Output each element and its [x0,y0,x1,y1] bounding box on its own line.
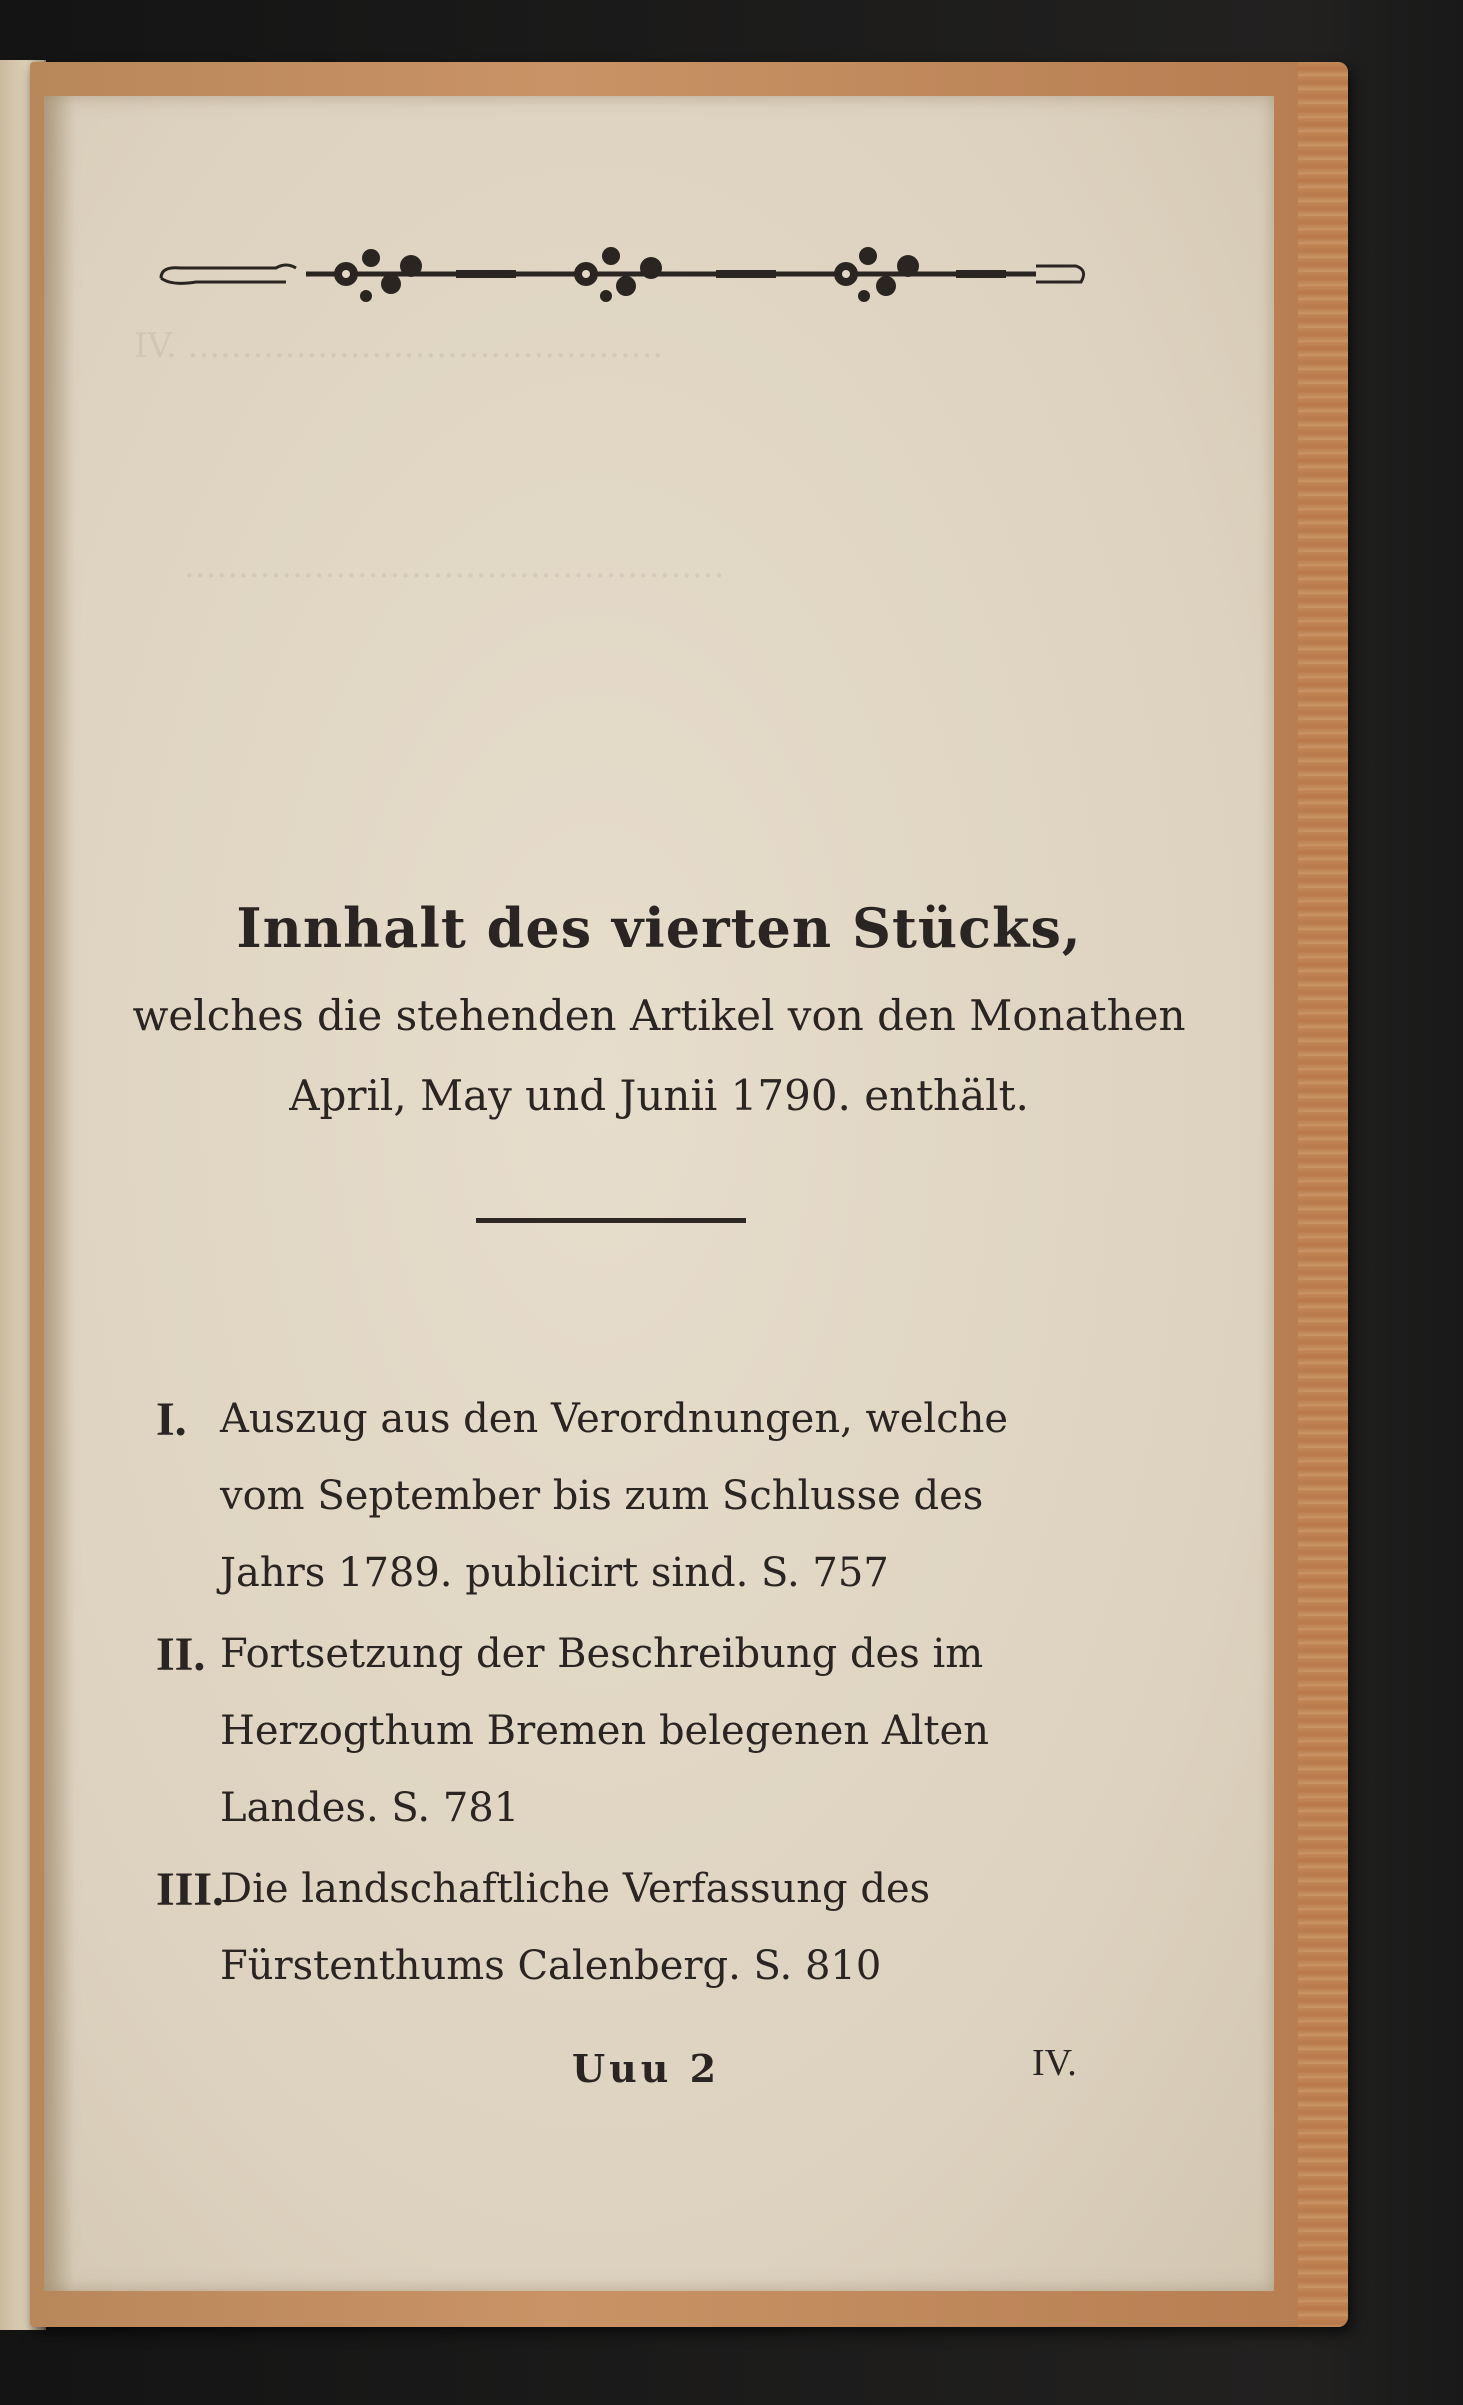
toc-entry [156,1851,1096,2005]
divider-rule [476,1218,746,1223]
subtitle-line-2: April, May und Junii 1790. enthält. [289,1071,1029,1120]
entry-text: Auszug aus den Verordnungen, welche vom September bis zum Schlusse des Jahrs 1789. publicirt sind. S. 757 [220,1396,1009,1596]
entry-number: III. [156,1863,225,1916]
entry-number: I. [156,1393,187,1446]
signature-mark: Uuu 2 [572,2046,721,2091]
page-title: Innhalt des vierten Stücks, [236,896,1082,960]
entry-text: Fortsetzung der Beschreibung des im Herzogthum Bremen belegenen Alten Landes. S. 781 [220,1631,990,1831]
entry-text: Die landschaftliche Verfassung des Fürstenthums Calenberg. S. 810 [220,1866,931,1989]
show-through-text: .................................................. [184,546,725,586]
subtitle-line-1: welches die stehenden Artikel von den Monathen [132,991,1186,1040]
toc-entry [156,1381,1096,1612]
entry-number: II. [156,1628,206,1681]
page-gutter-shadow [44,96,74,2291]
catchword: IV. [1032,2042,1077,2084]
toc-entry [156,1616,1096,1847]
floral-ornament-icon [156,226,1091,316]
show-through-text: IV. ............................................ [134,326,664,366]
cover-edge [1298,62,1348,2327]
book-page [44,96,1274,2291]
